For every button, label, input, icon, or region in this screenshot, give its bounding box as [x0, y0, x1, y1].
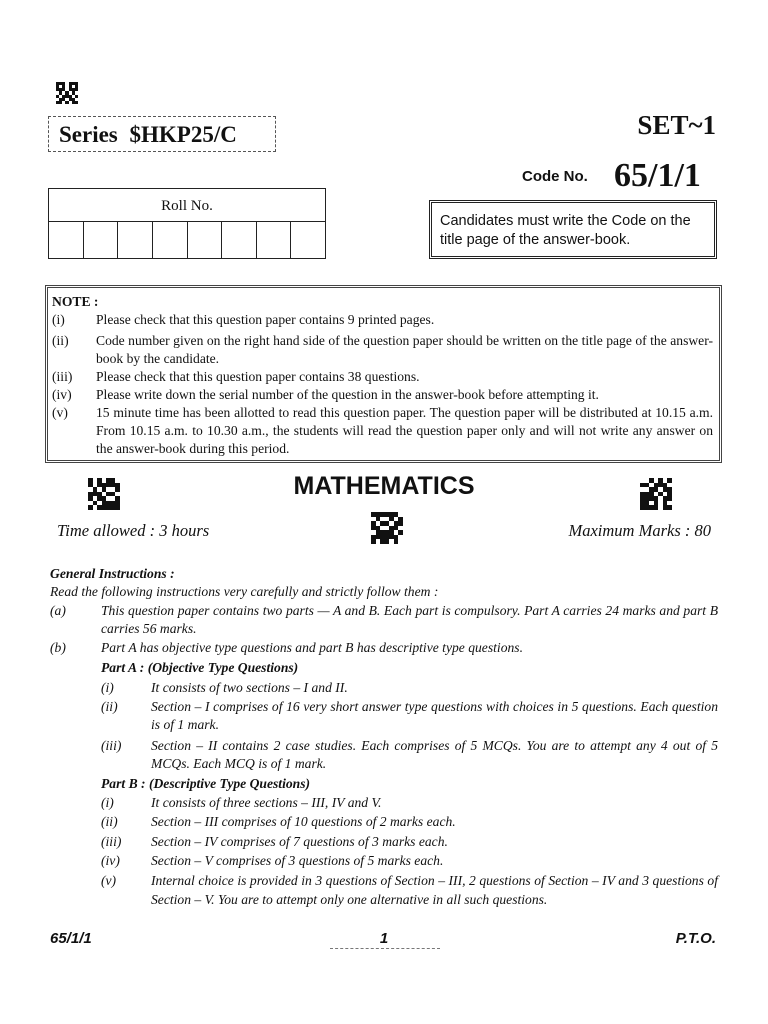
- qr-code-icon: [56, 82, 78, 104]
- series-box: [48, 116, 276, 152]
- instruction-item: (a) This question paper contains two parts — A and B. Each part is compulsory. Part A carries 24 marks and part B carries 56 marks.: [50, 602, 718, 637]
- instructions-heading: General Instructions :: [50, 566, 175, 581]
- part-a-heading: Part A : (Objective Type Questions): [101, 659, 299, 675]
- part-b-item: (iii) Section – IV comprises of 7 questions of 3 marks each.: [101, 833, 448, 849]
- series-code: $HKP25/C: [129, 122, 237, 147]
- part-a-item: (i) It consists of two sections – I and II.: [101, 679, 348, 695]
- subject-title: MATHEMATICS: [293, 472, 475, 500]
- candidate-note-box: [429, 200, 717, 259]
- note-item: (iv) Please write down the serial number of the question in the answer-book before attempting it.: [52, 387, 599, 402]
- note-item: (ii) Code number given on the right hand side of the question paper should be written on the title page of the answer-book by the candidate.: [52, 333, 713, 366]
- roll-number-cells: [49, 222, 325, 258]
- code-label: Code No.: [522, 168, 588, 185]
- series-label: Series: [59, 122, 118, 147]
- page-number-underline: [330, 948, 440, 949]
- part-b-item: (ii) Section – III comprises of 10 questions of 2 marks each.: [101, 814, 456, 830]
- part-b-heading: Part B : (Descriptive Type Questions): [101, 775, 311, 791]
- note-item: (v) 15 minute time has been allotted to read this question paper. The question paper will be distributed at 10.15 a.m. From 10.15 a.m. to 10.30 a.m., the students will read the question paper only and will not write any answer on the answer-book during this period.: [52, 405, 713, 456]
- instruction-item: (b) Part A has objective type questions and part B has descriptive type questions.: [50, 640, 523, 656]
- candidate-note: Candidates must write the Code on the title page of the answer-book.: [440, 213, 691, 248]
- roll-number-label: Roll No.: [49, 189, 325, 222]
- note-box: [45, 285, 722, 463]
- part-b-item: (i) It consists of three sections – III, IV and V.: [101, 794, 382, 810]
- instructions-lead: Read the following instructions very carefully and strictly follow them :: [50, 584, 439, 599]
- time-allowed: Time allowed : 3 hours: [57, 521, 210, 540]
- note-item: (i) Please check that this question paper contains 9 printed pages.: [52, 312, 435, 327]
- general-instructions: [50, 564, 718, 909]
- footer-code: 65/1/1: [50, 930, 92, 947]
- part-b-item: (v) Internal choice is provided in 3 questions of Section – III, 2 questions of Section – IV and 3 questions of Section – V. You are to attempt only one alternative in all such questions.: [101, 872, 718, 908]
- qr-code-icon: [371, 512, 403, 544]
- maximum-marks: Maximum Marks : 80: [568, 521, 711, 540]
- part-b-item: (iv) Section – V comprises of 3 questions of 5 marks each.: [101, 853, 444, 869]
- part-a-section: [50, 658, 718, 910]
- pto-label: P.T.O.: [675, 930, 716, 947]
- note-item: (iii) Please check that this question paper contains 38 questions.: [52, 369, 420, 384]
- page-number: 1: [379, 930, 389, 947]
- part-a-item: (ii) Section – I comprises of 16 very short answer type questions with choices in 5 questions. Each question is of 1 mark.: [101, 698, 718, 733]
- roll-number-box: [48, 188, 326, 259]
- note-title: NOTE :: [52, 294, 99, 309]
- code-value: 65/1/1: [614, 157, 701, 194]
- set-number: SET~1: [637, 110, 716, 140]
- part-a-item: (iii) Section – II contains 2 case studies. Each comprises of 5 MCQs. You are to attempt any 4 out of 5 MCQs. Each MCQ is of 1 mark.: [101, 737, 718, 772]
